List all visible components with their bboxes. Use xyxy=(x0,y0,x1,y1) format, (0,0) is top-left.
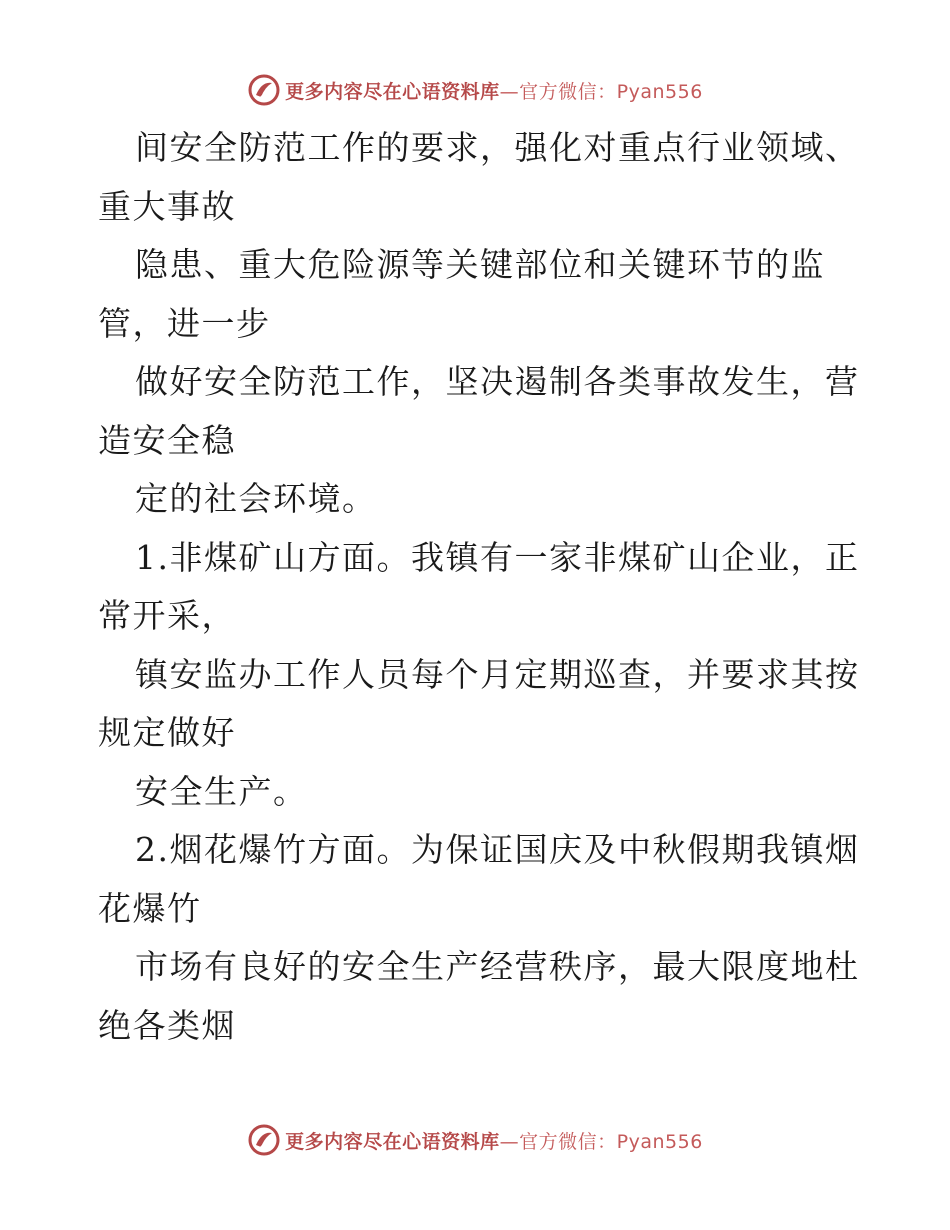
brand-logo-icon xyxy=(247,1123,281,1157)
footer-banner-tail: 官方微信：Pyan556 xyxy=(519,1130,703,1153)
body-text-line: 隐患、重大危险源等关键部位和关键环节的监 xyxy=(135,245,825,284)
header-banner-main: 更多内容尽在心语资料库 xyxy=(285,80,500,103)
body-text-line: 定的社会环境。 xyxy=(135,479,377,518)
body-text-line: 绝各类烟 xyxy=(98,1005,236,1045)
body-text-line: 安全生产。 xyxy=(135,771,308,811)
header-banner-tail: 官方微信：Pyan556 xyxy=(519,80,703,103)
footer-banner-main: 更多内容尽在心语资料库 xyxy=(285,1130,500,1153)
body-text-line: 管，进一步 xyxy=(98,303,271,343)
body-text-line: 2.烟花爆竹方面。为保证国庆及中秋假期我镇烟 xyxy=(135,830,860,869)
body-text-line: 常开采， xyxy=(98,596,236,635)
body-text-line: 造安全稳 xyxy=(98,420,236,460)
body-text-line: 市场有良好的安全生产经营秩序，最大限度地杜 xyxy=(135,947,860,986)
brand-logo-icon xyxy=(247,73,281,107)
footer-banner-separator: — xyxy=(499,1130,520,1153)
footer-banner-text xyxy=(285,1127,703,1154)
body-text-line: 规定做好 xyxy=(98,713,236,752)
body-text-line: 重大事故 xyxy=(98,186,236,226)
body-text-line: 间安全防范工作的要求，强化对重点行业领域、 xyxy=(135,128,860,167)
footer-watermark-banner xyxy=(0,1120,950,1160)
body-text-line: 1.非煤矿山方面。我镇有一家非煤矿山企业，正 xyxy=(135,537,860,577)
body-text-line: 做好安全防范工作，坚决遏制各类事故发生，营 xyxy=(135,362,860,401)
body-text-line: 花爆竹 xyxy=(98,888,202,928)
header-banner-separator: — xyxy=(499,80,520,103)
header-banner-text xyxy=(285,77,703,104)
body-text-line: 镇安监办工作人员每个月定期巡查，并要求其按 xyxy=(135,654,860,694)
header-watermark-banner xyxy=(0,70,950,110)
